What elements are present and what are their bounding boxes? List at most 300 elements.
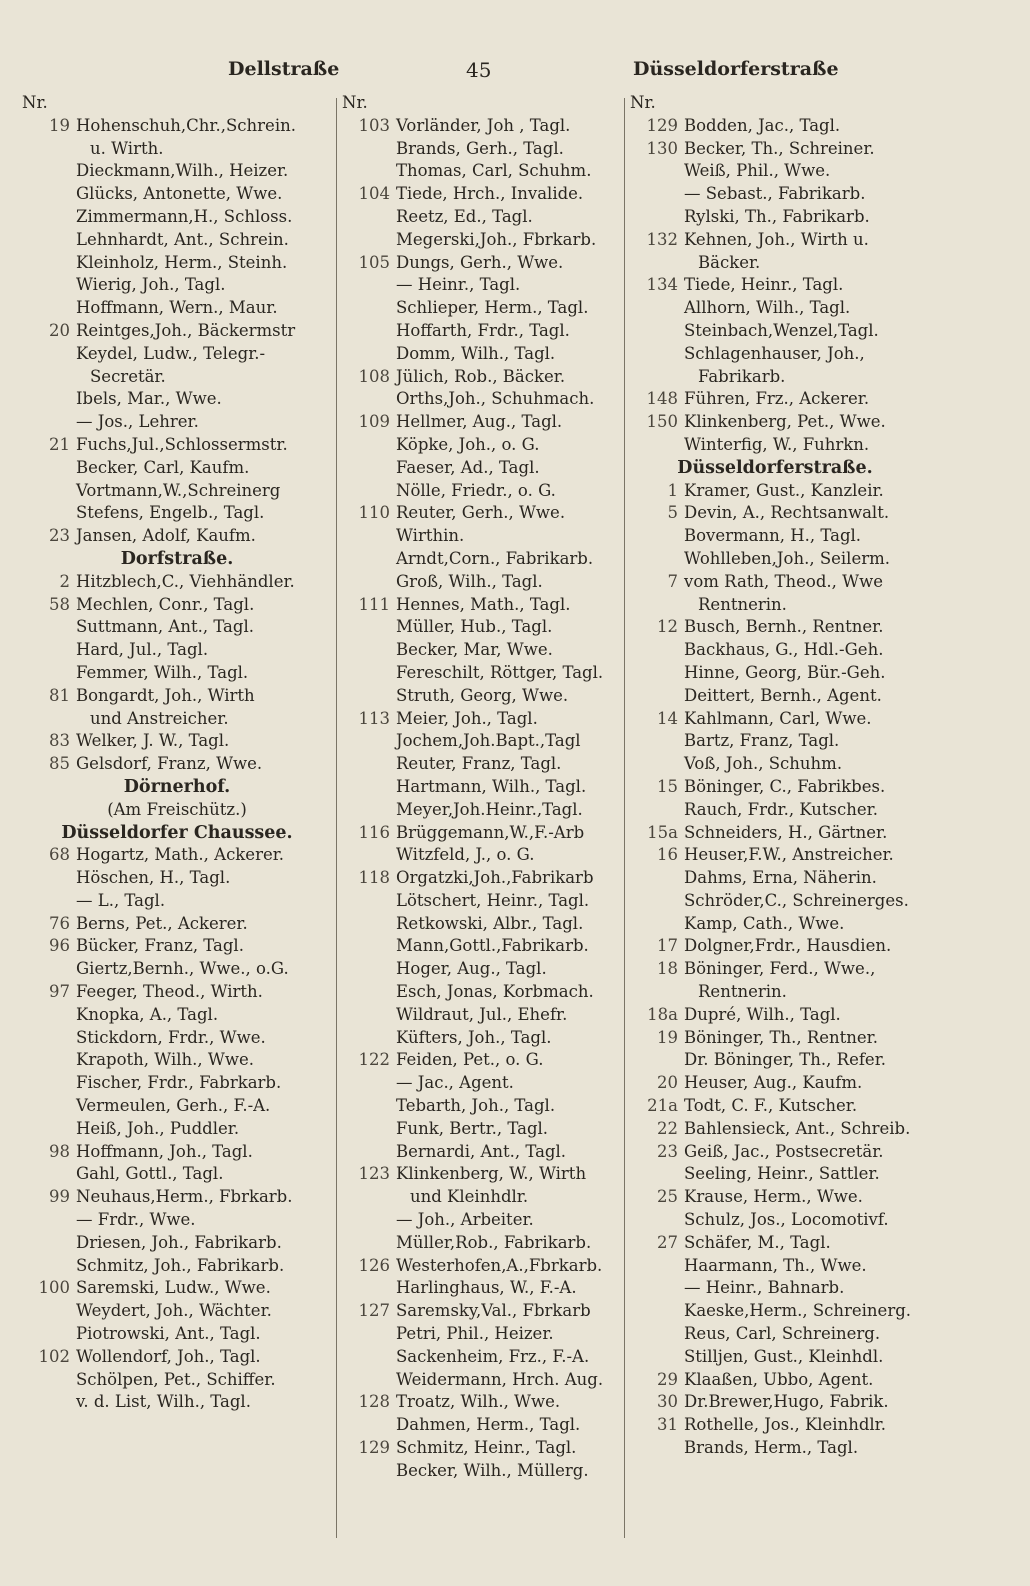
entry-text: Geiß, Jac., Postsecretär. (684, 1141, 884, 1161)
entry-text: Jochem,Joh.Bapt.,Tagl (396, 731, 581, 751)
directory-entry (342, 320, 627, 343)
directory-entry (342, 1118, 627, 1141)
directory-entry (22, 480, 332, 503)
house-number: 23 (49, 526, 70, 546)
entry-text: Devin, A., Rechtsanwalt. (684, 503, 890, 523)
directory-entry (630, 1209, 920, 1232)
entry-text: Wierig, Joh., Tagl. (76, 275, 226, 295)
entry-text: Dieckmann,Wilh., Heizer. (76, 161, 289, 181)
entry-text: Weiß, Phil., Wwe. (684, 161, 831, 181)
directory-entry (342, 388, 627, 411)
house-number: 127 (358, 1301, 390, 1321)
house-number: 83 (49, 731, 70, 751)
entry-text: Retkowski, Albr., Tagl. (396, 913, 584, 933)
entry-text: Becker, Mar, Wwe. (396, 640, 553, 660)
directory-entry (630, 229, 920, 252)
entry-text: Domm, Wilh., Tagl. (396, 343, 556, 363)
directory-entry (630, 594, 920, 617)
column-1 (22, 92, 332, 1414)
entry-text: Klinkenberg, W., Wirth (396, 1164, 587, 1184)
directory-entry (342, 138, 627, 161)
entry-text: Schlagenhauser, Joh., (684, 343, 865, 363)
entry-text: Schmitz, Joh., Fabrikarb. (76, 1255, 285, 1275)
directory-entry (342, 1049, 627, 1072)
directory-entry (342, 1095, 627, 1118)
entry-text: Stefens, Engelb., Tagl. (76, 503, 265, 523)
directory-entry (342, 616, 627, 639)
directory-entry (630, 662, 920, 685)
entry-text: Westerhofen,A.,Fbrkarb. (396, 1255, 603, 1275)
directory-entry (630, 297, 920, 320)
entry-text: Jansen, Adolf, Kaufm. (76, 526, 256, 546)
entry-text: Todt, C. F., Kutscher. (684, 1096, 858, 1116)
entry-text: Böninger, Ferd., Wwe., (684, 959, 876, 979)
entry-text: Hitzblech,C., Viehhändler. (76, 571, 295, 591)
entry-text: Bartz, Franz, Tagl. (684, 731, 840, 751)
house-number: 17 (657, 936, 678, 956)
directory-entry (342, 981, 627, 1004)
directory-entry (630, 981, 920, 1004)
directory-entry (342, 571, 627, 594)
house-number: 134 (646, 275, 678, 295)
directory-entry (342, 1255, 627, 1278)
house-number: 128 (358, 1392, 390, 1412)
directory-entry (630, 890, 920, 913)
entry-text: Lötschert, Heinr., Tagl. (396, 890, 590, 910)
entry-text: Nölle, Friedr., o. G. (396, 480, 556, 500)
section-heading (22, 776, 332, 799)
directory-entry (342, 252, 627, 275)
directory-entry (342, 776, 627, 799)
entry-text: Witzfeld, J., o. G. (396, 845, 535, 865)
entry-text: Hennes, Math., Tagl. (396, 594, 571, 614)
entry-text: Hoger, Aug., Tagl. (396, 959, 547, 979)
entry-text: Müller,Rob., Fabrikarb. (396, 1232, 592, 1252)
directory-entry (22, 206, 332, 229)
house-number: 132 (646, 229, 678, 249)
entry-text: Rauch, Frdr., Kutscher. (684, 799, 878, 819)
entry-text: und Kleinhdlr. (410, 1187, 529, 1207)
house-number: 113 (358, 708, 390, 728)
entry-text: (Am Freischütz.) (107, 799, 247, 819)
directory-entry (342, 844, 627, 867)
entry-text: Reintges,Joh., Bäckermstr (76, 320, 296, 340)
directory-entry (22, 753, 332, 776)
directory-entry (22, 1346, 332, 1369)
entry-text: Müller, Hub., Tagl. (396, 617, 553, 637)
entry-text: Hoffmann, Wern., Maur. (76, 298, 278, 318)
entry-text: Hinne, Georg, Bür.-Geh. (684, 662, 886, 682)
entry-text: Rentnerin. (698, 594, 787, 614)
directory-entry (22, 730, 332, 753)
directory-entry (342, 890, 627, 913)
directory-entry (342, 206, 627, 229)
directory-entry (22, 525, 332, 548)
house-number: 14 (657, 708, 678, 728)
directory-entry (22, 1186, 332, 1209)
house-number: 20 (49, 320, 70, 340)
house-number: 68 (49, 845, 70, 865)
entry-text: Bahlensieck, Ant., Schreib. (684, 1118, 911, 1138)
entry-text: Heuser, Aug., Kaufm. (684, 1073, 863, 1093)
running-header-right: Düsseldorferstraße (633, 58, 839, 80)
entry-text: Dolgner,Frdr., Hausdien. (684, 936, 892, 956)
directory-entry (630, 1255, 920, 1278)
entry-text: Gahl, Gottl., Tagl. (76, 1164, 224, 1184)
directory-entry (630, 1141, 920, 1164)
directory-entry (22, 1049, 332, 1072)
directory-entry (630, 708, 920, 731)
directory-entry (342, 1460, 627, 1483)
entry-text: Vorländer, Joh , Tagl. (396, 115, 571, 135)
directory-entry (342, 1323, 627, 1346)
entry-text: Zimmermann,H., Schloss. (76, 206, 293, 226)
directory-entry (342, 274, 627, 297)
entry-text: Giertz,Bernh., Wwe., o.G. (76, 959, 289, 979)
section-heading (630, 457, 920, 480)
directory-entry (342, 685, 627, 708)
house-number: 21 (49, 434, 70, 454)
entry-text: Becker, Wilh., Müllerg. (396, 1460, 589, 1480)
entry-text: Kamp, Cath., Wwe. (684, 913, 845, 933)
entry-text: Mechlen, Conr., Tagl. (76, 594, 255, 614)
directory-entry (342, 1141, 627, 1164)
directory-entry (22, 366, 332, 389)
house-number: 102 (38, 1346, 70, 1366)
entry-text: Köpke, Joh., o. G. (396, 434, 540, 454)
entry-text: — Heinr., Bahnarb. (684, 1278, 845, 1298)
directory-entry (342, 594, 627, 617)
directory-entry (630, 138, 920, 161)
directory-entry (630, 525, 920, 548)
entry-text: Saremski, Ludw., Wwe. (76, 1278, 271, 1298)
entry-text: Reuter, Gerh., Wwe. (396, 503, 566, 523)
directory-entry (342, 1277, 627, 1300)
directory-entry (630, 1323, 920, 1346)
directory-entry (630, 388, 920, 411)
entry-text: Thomas, Carl, Schuhm. (396, 161, 592, 181)
directory-entry (342, 343, 627, 366)
entry-text: Voß, Joh., Schuhm. (684, 754, 843, 774)
directory-entry (630, 1437, 920, 1460)
directory-entry (342, 297, 627, 320)
directory-entry (342, 434, 627, 457)
entry-text: Feeger, Theod., Wirth. (76, 982, 263, 1002)
directory-entry (22, 913, 332, 936)
house-number: 23 (657, 1141, 678, 1161)
directory-entry (22, 1391, 332, 1414)
entry-text: Becker, Th., Schreiner. (684, 138, 875, 158)
entry-text: Dahmen, Herm., Tagl. (396, 1415, 581, 1435)
entry-text: Stilljen, Gust., Kleinhdl. (684, 1346, 884, 1366)
directory-entry (630, 913, 920, 936)
entry-text: Krapoth, Wilh., Wwe. (76, 1050, 254, 1070)
directory-entry (342, 1300, 627, 1323)
directory-entry (22, 252, 332, 275)
entry-text: Brüggemann,W.,F.-Arb (396, 822, 585, 842)
entry-text: Dahms, Erna, Näherin. (684, 868, 877, 888)
entry-text: Keydel, Ludw., Telegr.- (76, 343, 266, 363)
entry-text: Dupré, Wilh., Tagl. (684, 1004, 841, 1024)
entry-text: Bäcker. (698, 252, 761, 272)
section-heading (22, 822, 332, 845)
column-3 (630, 92, 920, 1460)
directory-entry (630, 1095, 920, 1118)
entry-text: Hellmer, Aug., Tagl. (396, 412, 563, 432)
directory-entry (630, 548, 920, 571)
house-number: 81 (49, 685, 70, 705)
entry-text: Krause, Herm., Wwe. (684, 1187, 863, 1207)
directory-entry (22, 160, 332, 183)
directory-entry (342, 1072, 627, 1095)
house-number: 27 (657, 1232, 678, 1252)
house-number: 111 (358, 594, 390, 614)
entry-text: Hartmann, Wilh., Tagl. (396, 776, 587, 796)
directory-entry (22, 138, 332, 161)
entry-text: Orgatzki,Joh.,Fabrikarb (396, 868, 594, 888)
entry-text: Backhaus, G., Hdl.-Geh. (684, 640, 884, 660)
directory-entry (342, 115, 627, 138)
entry-text: Kaeske,Herm., Schreinerg. (684, 1301, 912, 1321)
entry-text: Ibels, Mar., Wwe. (76, 389, 222, 409)
directory-entry (630, 502, 920, 525)
directory-entry (22, 229, 332, 252)
house-number: 126 (358, 1255, 390, 1275)
house-number: 123 (358, 1164, 390, 1184)
directory-entry (630, 160, 920, 183)
house-number: 31 (657, 1415, 678, 1435)
house-number: 21a (647, 1096, 678, 1116)
directory-entry (342, 1346, 627, 1369)
directory-entry (630, 343, 920, 366)
directory-entry (22, 1095, 332, 1118)
entry-text: Schulz, Jos., Locomotivf. (684, 1210, 889, 1230)
entry-text: Dungs, Gerh., Wwe. (396, 252, 564, 272)
directory-entry (342, 730, 627, 753)
column-2 (342, 92, 627, 1483)
directory-entry (342, 1437, 627, 1460)
entry-text: Weidermann, Hrch. Aug. (396, 1369, 604, 1389)
entry-text: Deittert, Bernh., Agent. (684, 685, 882, 705)
house-number: 99 (49, 1187, 70, 1207)
directory-entry (22, 183, 332, 206)
entry-text: Tebarth, Joh., Tagl. (396, 1096, 556, 1116)
entry-text: Küfters, Joh., Tagl. (396, 1027, 552, 1047)
directory-entry (342, 183, 627, 206)
entry-text: Neuhaus,Herm., Fbrkarb. (76, 1187, 293, 1207)
directory-entry (342, 753, 627, 776)
house-number: 129 (646, 115, 678, 135)
house-number: 20 (657, 1073, 678, 1093)
entry-text: Fabrikarb. (698, 366, 786, 386)
entry-text: Schäfer, M., Tagl. (684, 1232, 831, 1252)
entry-text: Groß, Wilh., Tagl. (396, 571, 543, 591)
directory-entry (630, 639, 920, 662)
directory-entry (630, 366, 920, 389)
directory-entry (630, 571, 920, 594)
directory-entry (22, 1141, 332, 1164)
directory-entry (630, 935, 920, 958)
directory-entry (342, 1391, 627, 1414)
directory-entry (22, 639, 332, 662)
entry-text: Hoffmann, Joh., Tagl. (76, 1141, 253, 1161)
directory-entry (342, 662, 627, 685)
entry-text: Saremsky,Val., Fbrkarb (396, 1301, 591, 1321)
entry-text: Orths,Joh., Schuhmach. (396, 389, 595, 409)
entry-text: Faeser, Ad., Tagl. (396, 457, 540, 477)
entry-text: Vortmann,W.,Schreinerg (76, 480, 281, 500)
entry-text: Tiede, Hrch., Invalide. (396, 184, 584, 204)
house-number: 105 (358, 252, 390, 272)
entry-text: Wirthin. (396, 526, 465, 546)
directory-entry (630, 1118, 920, 1141)
directory-entry (630, 616, 920, 639)
entry-text: Düsseldorferstraße. (677, 457, 873, 478)
entry-text: Jülich, Rob., Bäcker. (396, 366, 566, 386)
entry-text: Dr.Brewer,Hugo, Fabrik. (684, 1392, 889, 1412)
entry-text: Reuter, Franz, Tagl. (396, 754, 562, 774)
directory-entry (22, 457, 332, 480)
directory-entry (22, 274, 332, 297)
directory-entry (630, 1300, 920, 1323)
entry-text: Mann,Gottl.,Fabrikarb. (396, 936, 589, 956)
entry-text: Allhorn, Wilh., Tagl. (684, 298, 851, 318)
entry-text: Haarmann, Th., Wwe. (684, 1255, 867, 1275)
house-number: 97 (49, 982, 70, 1002)
directory-entry (630, 730, 920, 753)
entry-text: Harlinghaus, W., F.-A. (396, 1278, 577, 1298)
directory-entry (22, 616, 332, 639)
page-number: 45 (466, 58, 492, 82)
directory-entry (630, 1072, 920, 1095)
entry-text: Esch, Jonas, Korbmach. (396, 982, 594, 1002)
house-number: 104 (358, 184, 390, 204)
entry-text: Schölpen, Pet., Schiffer. (76, 1369, 276, 1389)
directory-entry (22, 297, 332, 320)
directory-entry (342, 958, 627, 981)
entry-text: Wohlleben,Joh., Seilerm. (684, 548, 890, 568)
directory-entry (630, 776, 920, 799)
entry-text: Seeling, Heinr., Sattler. (684, 1164, 880, 1184)
entry-text: Troatz, Wilh., Wwe. (396, 1392, 561, 1412)
entry-text: Schröder,C., Schreinerges. (684, 890, 909, 910)
directory-entry (22, 662, 332, 685)
entry-text: Heuser,F.W., Anstreicher. (684, 845, 894, 865)
directory-entry (630, 958, 920, 981)
directory-entry (630, 206, 920, 229)
house-number: 122 (358, 1050, 390, 1070)
entry-text: Secretär. (90, 366, 166, 386)
directory-entry (630, 274, 920, 297)
directory-entry (630, 320, 920, 343)
entry-text: Feiden, Pet., o. G. (396, 1050, 544, 1070)
directory-entry (22, 388, 332, 411)
entry-text: — Sebast., Fabrikarb. (684, 184, 866, 204)
directory-entry (342, 1232, 627, 1255)
directory-entry (630, 1414, 920, 1437)
directory-entry (22, 708, 332, 731)
entry-text: Reetz, Ed., Tagl. (396, 206, 533, 226)
entry-text: Bongardt, Joh., Wirth (76, 685, 255, 705)
directory-entry (342, 160, 627, 183)
directory-entry (22, 1163, 332, 1186)
house-number: 22 (657, 1118, 678, 1138)
entry-text: — Heinr., Tagl. (396, 275, 521, 295)
directory-entry (22, 1232, 332, 1255)
entry-text: Sackenheim, Frz., F.-A. (396, 1346, 590, 1366)
entry-text: v. d. List, Wilh., Tagl. (76, 1392, 251, 1412)
entry-text: Schlieper, Herm., Tagl. (396, 298, 589, 318)
entry-text: Nr. (630, 93, 656, 112)
directory-entry (22, 1255, 332, 1278)
house-number: 18a (647, 1004, 678, 1024)
house-number: 109 (358, 412, 390, 432)
house-number: 130 (646, 138, 678, 158)
directory-entry (22, 685, 332, 708)
entry-text: Piotrowski, Ant., Tagl. (76, 1324, 261, 1344)
entry-text: — Joh., Arbeiter. (396, 1210, 534, 1230)
house-number: 150 (646, 412, 678, 432)
house-number: 12 (657, 617, 678, 637)
directory-entry (342, 867, 627, 890)
directory-entry (22, 1118, 332, 1141)
directory-entry (342, 525, 627, 548)
house-number: 15 (657, 776, 678, 796)
entry-text: Bodden, Jac., Tagl. (684, 115, 841, 135)
directory-entry (630, 822, 920, 845)
entry-text: Höschen, H., Tagl. (76, 868, 231, 888)
directory-entry (342, 1027, 627, 1050)
house-number: 58 (49, 594, 70, 614)
directory-entry (630, 844, 920, 867)
entry-text: Meyer,Joh.Heinr.,Tagl. (396, 799, 583, 819)
directory-entry (630, 480, 920, 503)
house-number: 148 (646, 389, 678, 409)
house-number: 18 (657, 959, 678, 979)
entry-text: Fereschilt, Röttger, Tagl. (396, 662, 604, 682)
entry-text: Megerski,Joh., Fbrkarb. (396, 229, 597, 249)
directory-entry (22, 1004, 332, 1027)
entry-text: Rylski, Th., Fabrikarb. (684, 206, 870, 226)
entry-text: Düsseldorfer Chaussee. (61, 822, 293, 843)
directory-entry (22, 115, 332, 138)
entry-text: Hogartz, Math., Ackerer. (76, 845, 285, 865)
entry-text: Welker, J. W., Tagl. (76, 731, 230, 751)
directory-entry (630, 183, 920, 206)
entry-text: Berns, Pet., Ackerer. (76, 913, 248, 933)
directory-entry (630, 1346, 920, 1369)
house-number: 1 (667, 480, 678, 500)
column-label (22, 92, 332, 115)
directory-entry (630, 1369, 920, 1392)
entry-text: Stickdorn, Frdr., Wwe. (76, 1027, 266, 1047)
directory-entry (22, 1072, 332, 1095)
directory-entry (630, 799, 920, 822)
house-number: 29 (657, 1369, 678, 1389)
entry-text: Kleinholz, Herm., Steinh. (76, 252, 288, 272)
entry-text: Funk, Bertr., Tagl. (396, 1118, 549, 1138)
entry-text: Kramer, Gust., Kanzleir. (684, 480, 884, 500)
entry-text: Lehnhardt, Ant., Schrein. (76, 229, 289, 249)
directory-entry (630, 867, 920, 890)
house-number: 116 (358, 822, 390, 842)
directory-entry (22, 1209, 332, 1232)
directory-entry (342, 913, 627, 936)
entry-text: und Anstreicher. (90, 708, 229, 728)
directory-entry (630, 1004, 920, 1027)
column-label (630, 92, 920, 115)
house-number: 110 (358, 503, 390, 523)
